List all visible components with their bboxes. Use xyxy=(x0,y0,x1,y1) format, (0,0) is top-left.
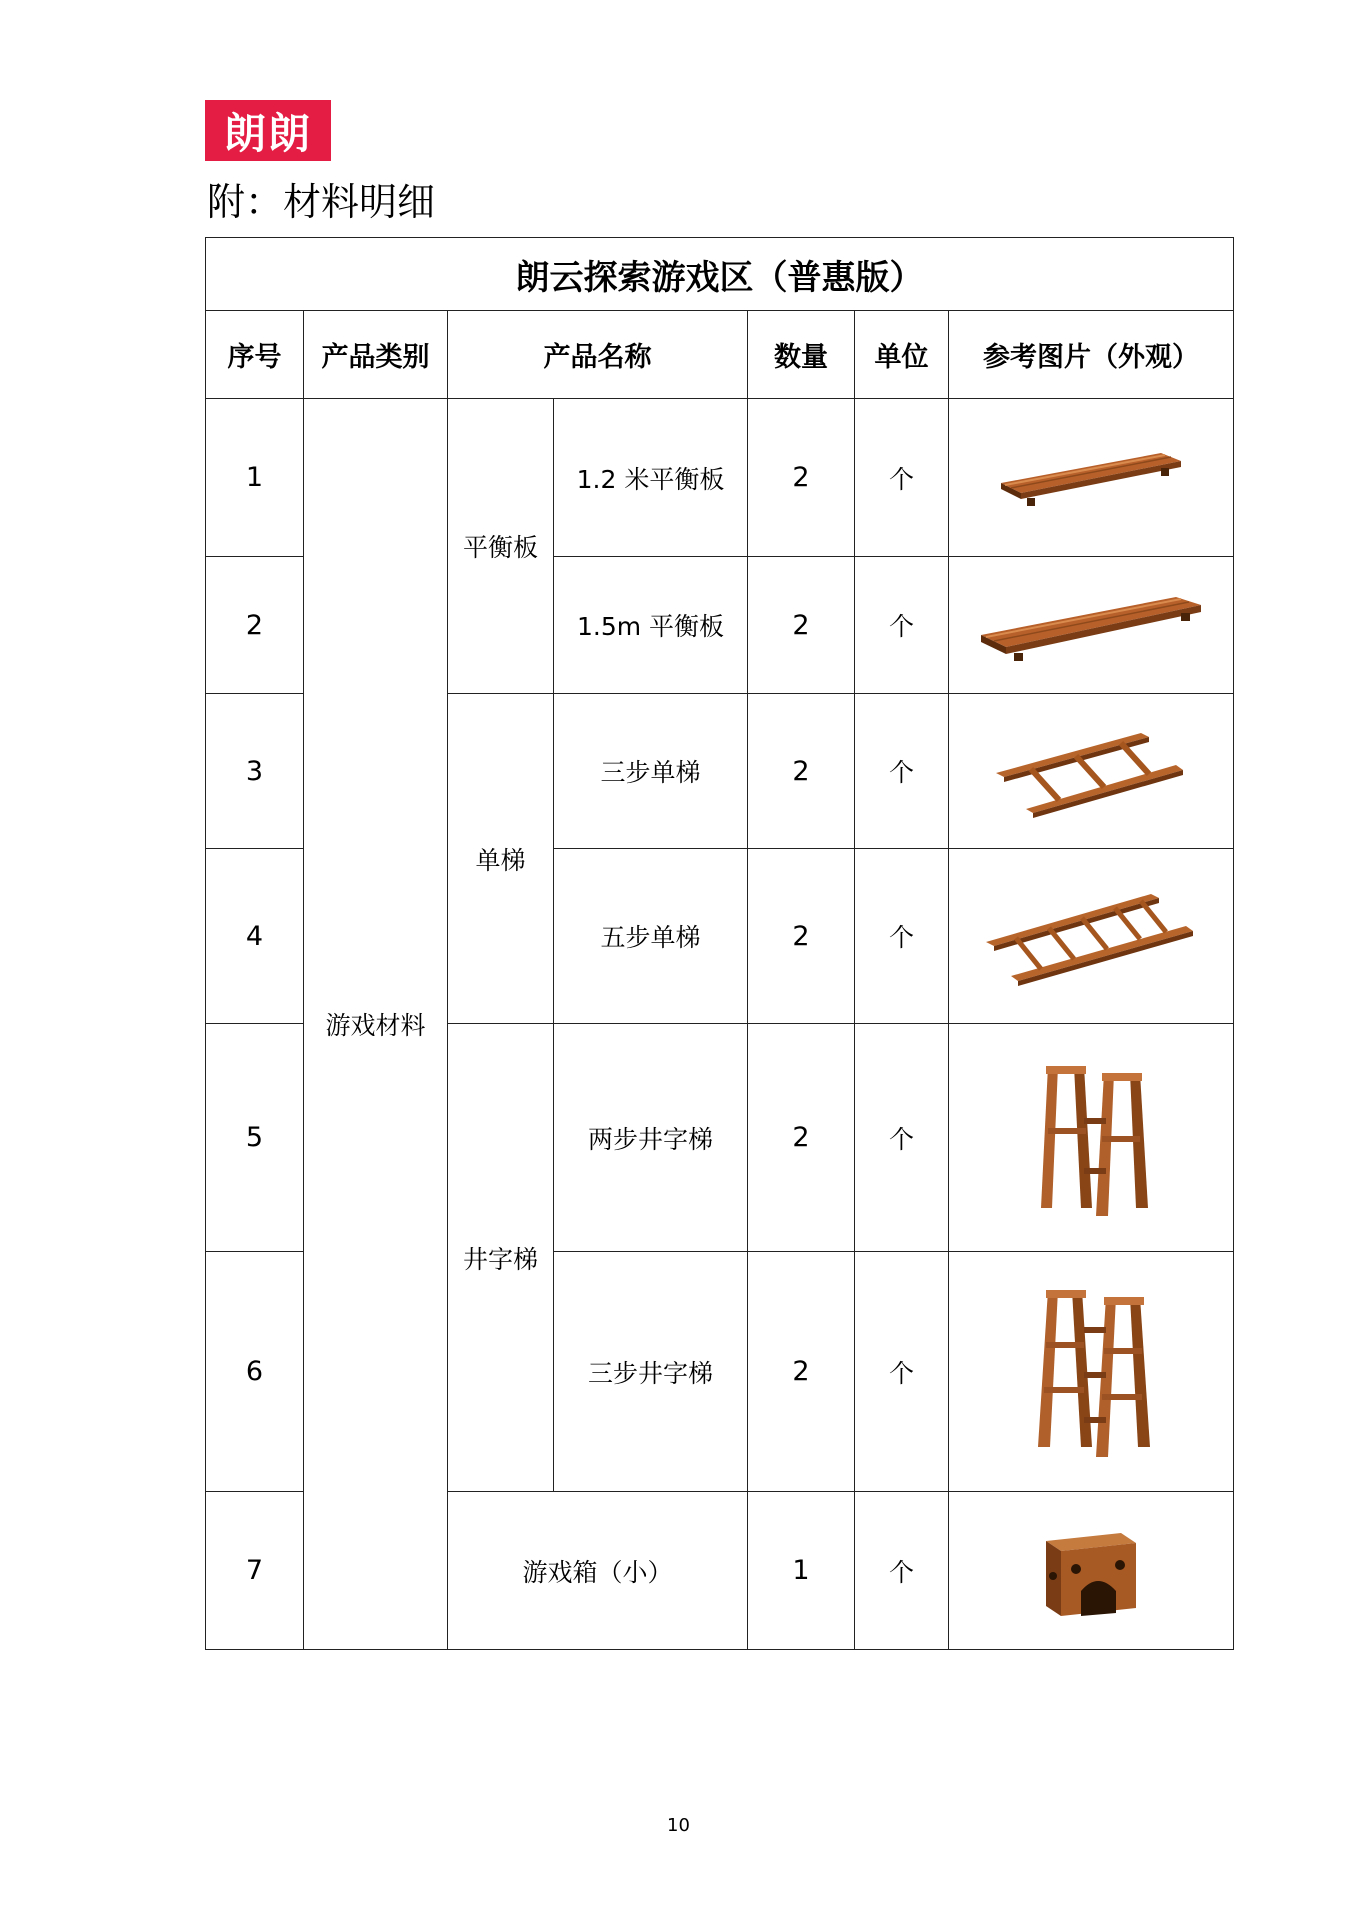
subcategory-cell: 井字梯 xyxy=(448,1024,554,1492)
grid-ladder-icon xyxy=(1026,1058,1156,1218)
product-name: 三步单梯 xyxy=(554,694,748,849)
quantity: 2 xyxy=(748,1252,855,1492)
product-name: 游戏箱（小） xyxy=(448,1492,748,1650)
main-category-cell: 游戏材料 xyxy=(304,399,448,1650)
balance-board-icon xyxy=(991,443,1191,513)
product-name: 1.2 米平衡板 xyxy=(554,399,748,557)
header-qty: 数量 xyxy=(748,311,855,399)
reference-image xyxy=(949,694,1234,849)
row-number: 1 xyxy=(206,399,304,557)
reference-image xyxy=(949,557,1234,694)
grid-ladder-icon xyxy=(1026,1282,1156,1462)
reference-image xyxy=(949,1252,1234,1492)
product-name: 三步井字梯 xyxy=(554,1252,748,1492)
quantity: 2 xyxy=(748,399,855,557)
table-row xyxy=(206,399,1234,557)
play-box-icon xyxy=(1036,1521,1146,1621)
unit: 个 xyxy=(855,849,949,1024)
reference-image xyxy=(949,849,1234,1024)
balance-board-icon xyxy=(976,585,1206,665)
header-category: 产品类别 xyxy=(304,311,448,399)
ladder-icon xyxy=(991,721,1191,821)
row-number: 2 xyxy=(206,557,304,694)
unit: 个 xyxy=(855,399,949,557)
reference-image xyxy=(949,399,1234,557)
subcategory-cell: 单梯 xyxy=(448,694,554,1024)
unit: 个 xyxy=(855,1024,949,1252)
unit: 个 xyxy=(855,694,949,849)
ladder-icon xyxy=(981,884,1201,989)
product-name: 五步单梯 xyxy=(554,849,748,1024)
logo: 朗朗 xyxy=(205,100,331,161)
product-name: 两步井字梯 xyxy=(554,1024,748,1252)
unit: 个 xyxy=(855,1252,949,1492)
subcategory-cell: 平衡板 xyxy=(448,399,554,694)
reference-image xyxy=(949,1492,1234,1650)
row-number: 5 xyxy=(206,1024,304,1252)
row-number: 3 xyxy=(206,694,304,849)
page-subtitle: 附：材料明细 xyxy=(207,180,436,224)
header-unit: 单位 xyxy=(855,311,949,399)
product-name: 1.5m 平衡板 xyxy=(554,557,748,694)
header-name: 产品名称 xyxy=(448,311,748,399)
quantity: 2 xyxy=(748,557,855,694)
row-number: 7 xyxy=(206,1492,304,1650)
unit: 个 xyxy=(855,557,949,694)
quantity: 2 xyxy=(748,1024,855,1252)
materials-table xyxy=(205,237,1234,1650)
page-number: 10 xyxy=(667,1815,690,1836)
reference-image xyxy=(949,1024,1234,1252)
unit: 个 xyxy=(855,1492,949,1650)
header-no: 序号 xyxy=(206,311,304,399)
quantity: 2 xyxy=(748,694,855,849)
row-number: 4 xyxy=(206,849,304,1024)
quantity: 1 xyxy=(748,1492,855,1650)
quantity: 2 xyxy=(748,849,855,1024)
table-title: 朗云探索游戏区（普惠版） xyxy=(206,238,1234,311)
header-image: 参考图片（外观） xyxy=(949,311,1234,399)
row-number: 6 xyxy=(206,1252,304,1492)
